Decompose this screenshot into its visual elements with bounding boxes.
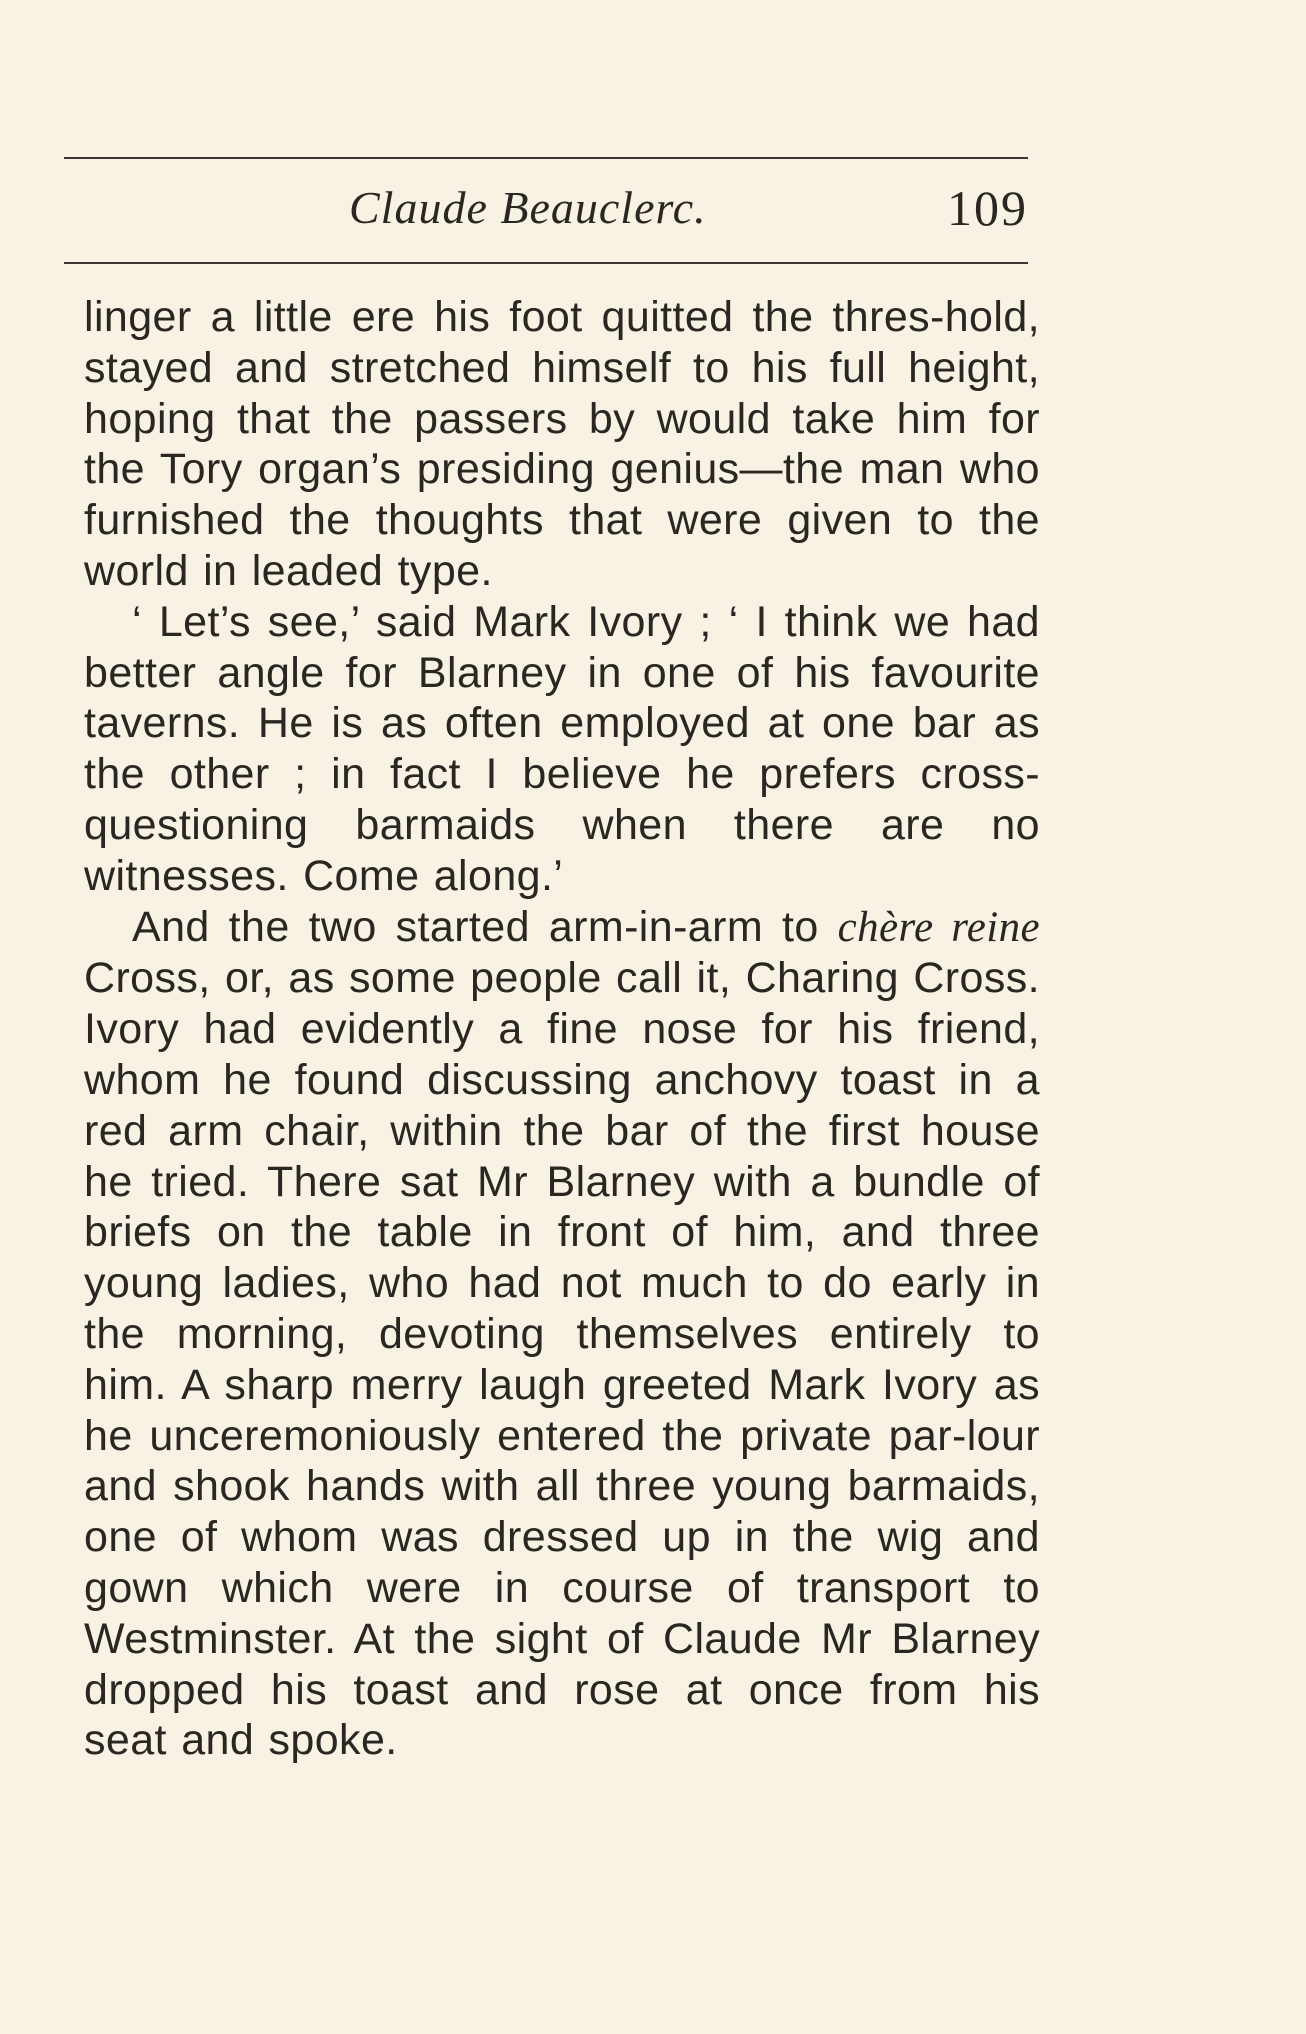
header-bottom-rule	[64, 262, 1028, 264]
paragraph-continued: linger a little ere his foot quitted the thres-hold, stayed and stretched himself to his full height, hoping that the passers by would take him for the Tory organ’s presiding genius—the man who furnished the thoughts that were given to the world in leaded type.	[84, 293, 1040, 595]
header-top-rule	[64, 157, 1028, 159]
paragraph-narration-start: And the two started arm-in-arm to	[132, 902, 838, 951]
italic-phrase: chère reine	[837, 903, 1040, 951]
running-title: Claude Beauclerc.	[349, 182, 707, 233]
body-text	[84, 292, 1040, 1766]
running-head	[64, 176, 1028, 246]
paragraph-dialogue: ‘ Let’s see,’ said Mark Ivory ; ‘ I think we had better angle for Blarney in one of his favourite taverns. He is as often employed at one bar as the other ; in fact I believe he prefers cross-questioning barmaids when there are no witnesses. Come along.’	[84, 597, 1040, 900]
paragraph-narration-rest: Cross, or, as some people call it, Charing Cross. Ivory had evidently a fine nose for his friend, whom he found discussing anchovy toast in a red arm chair, within the bar of the first house he tried. There sat Mr Blarney with a bundle of briefs on the table in front of him, and three young ladies, who had not much to do early in the morning, devoting themselves entirely to him. A sharp merry laugh greeted Mark Ivory as he unceremoniously entered the private par-lour and shook hands with all three young barmaids, one of whom was dressed up in the wig and gown which were in course of transport to Westminster. At the sight of Claude Mr Blarney dropped his toast and rose at once from his seat and spoke.	[84, 954, 1040, 1765]
paragraph-narration	[84, 902, 1040, 1767]
page-number: 109	[947, 180, 1028, 236]
